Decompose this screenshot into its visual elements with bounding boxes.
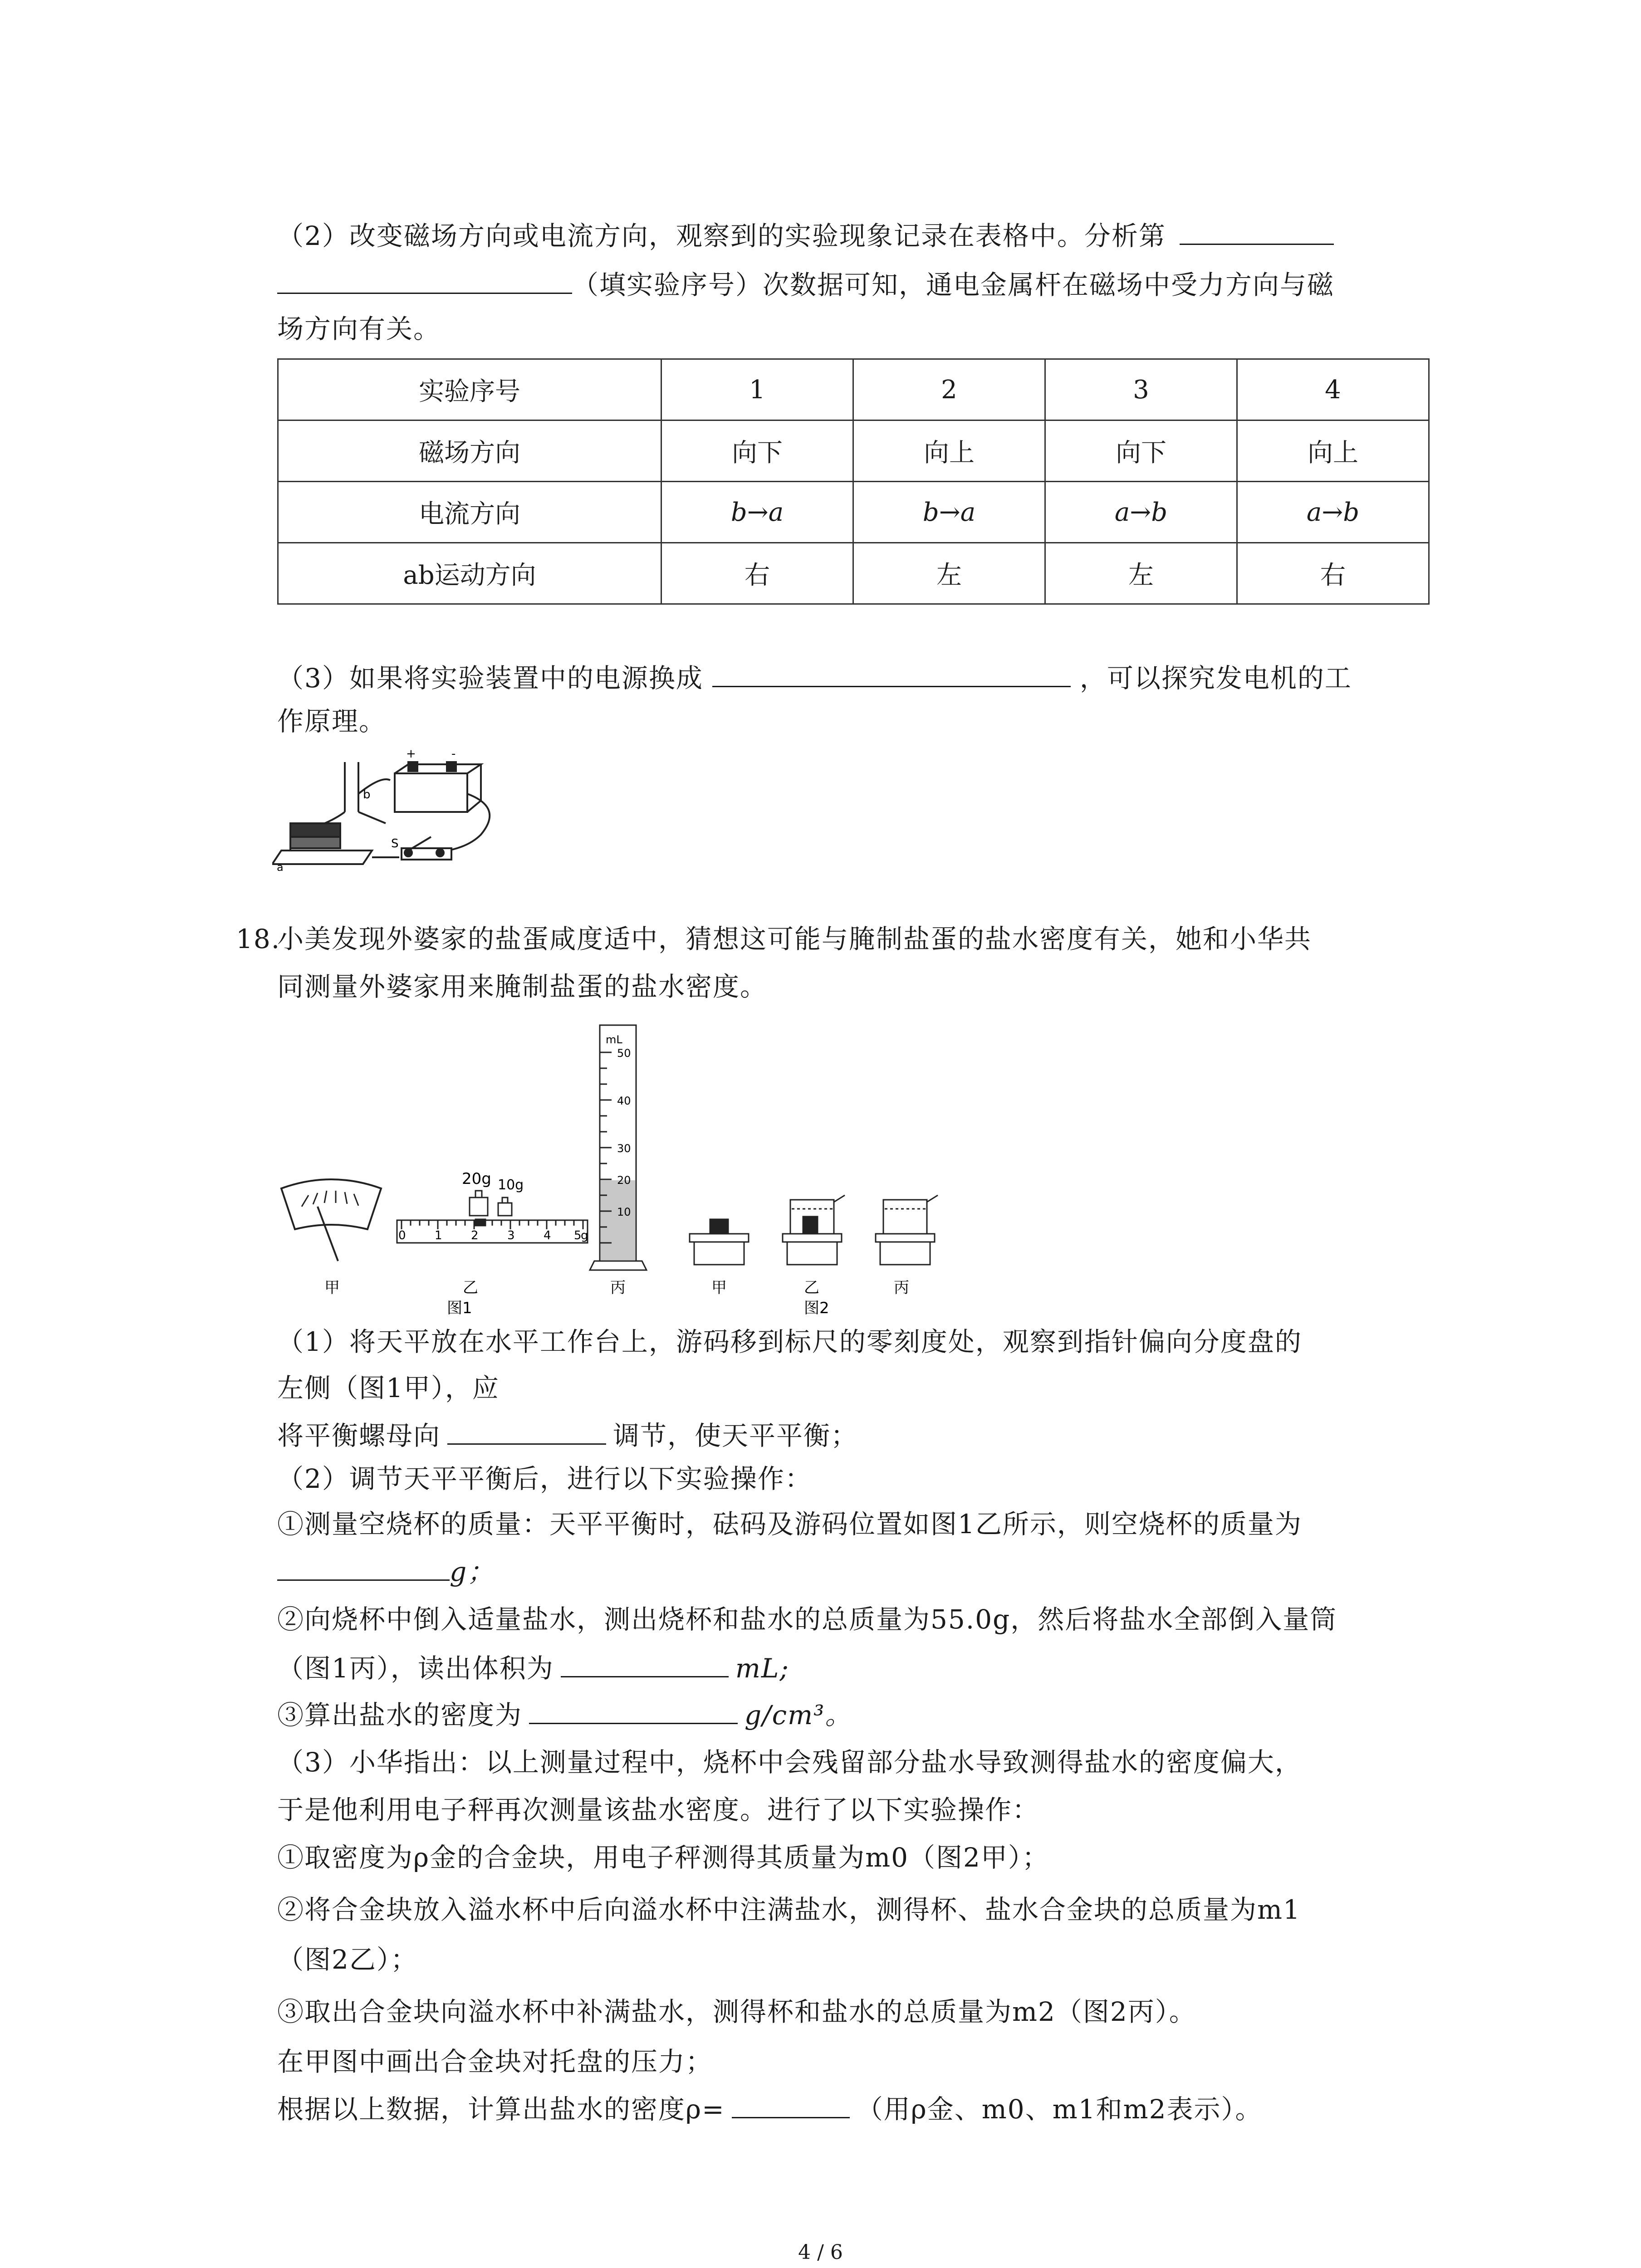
electronic-scale-yi [783, 1195, 845, 1265]
cylinder-unit-label: mL [606, 1033, 622, 1046]
q17-part2-text: （2）改变磁场方向或电流方向，观察到的实验现象记录在表格中。分析第 [277, 220, 1166, 251]
cylinder-tick-label: 50 [617, 1047, 631, 1060]
weight-20g-label: 20g [462, 1170, 491, 1188]
label-minus: - [451, 747, 456, 761]
table-cell: 磁场方向 [278, 420, 661, 482]
table-cell: 向上 [853, 420, 1045, 482]
table-cell: 右 [1237, 543, 1429, 604]
label-s: S [391, 837, 399, 850]
unit-text: mL; [735, 1653, 789, 1684]
q18-s1-line1: （1）将天平放在水平工作台上，游码移到标尺的零刻度处，观察到指针偏向分度盘的 [277, 1326, 1302, 1357]
table-cell: 右 [661, 543, 853, 604]
table-cell: 4 [1237, 359, 1429, 420]
table-cell: b→a [661, 482, 853, 543]
fig2-label-jia: 甲 [711, 1279, 727, 1297]
table-cell: 2 [853, 359, 1045, 420]
ruler-unit-label: g [581, 1229, 588, 1242]
unit-text: g/cm³。 [745, 1700, 852, 1730]
q17-part2-line3: 场方向有关。 [277, 313, 441, 344]
q18-number: 18. [236, 924, 281, 954]
fig2-label-yi: 乙 [804, 1279, 819, 1297]
table-cell: 1 [661, 359, 853, 420]
answer-blank[interactable] [561, 1648, 729, 1677]
label-b: b [363, 788, 371, 802]
cylinder-tick-label: 40 [617, 1095, 631, 1107]
q17-part3-line2: 作原理。 [277, 706, 387, 737]
fig2-label-bing: 丙 [894, 1279, 909, 1297]
q18-intro-line1: 小美发现外婆家的盐蛋咸度适中，猜想这可能与腌制盐蛋的盐水密度有关，她和小华共 [277, 924, 1312, 954]
q18-s3-5 [277, 2089, 1263, 2127]
fig1-label-jia: 甲 [324, 1279, 340, 1297]
ruler-tick-label: 2 [471, 1229, 479, 1242]
q17-part2-line1 [277, 215, 1334, 254]
ruler-tick-label: 5 [574, 1229, 582, 1242]
q18-s1-line3 [277, 1415, 858, 1454]
ruler-with-weights [397, 1191, 588, 1243]
q18-s3-3: ③取出合金块向溢水杯中补满盐水，测得杯和盐水的总质量为m2（图2丙）。 [277, 1996, 1196, 2027]
answer-blank[interactable] [732, 2089, 850, 2118]
q18-s2-text: ③算出盐水的密度为 [277, 1700, 523, 1730]
q18-s3-2: ②将合金块放入溢水杯中后向溢水杯中注满盐水，测得杯、盐水合金块的总质量为m1 [277, 1894, 1301, 1925]
unit-text: g； [450, 1556, 495, 1587]
q18-s1-line2: 左侧（图1甲），应 [277, 1373, 500, 1403]
answer-blank[interactable] [712, 658, 1071, 687]
figure-labels [324, 1279, 909, 1317]
q18-s3-text: 根据以上数据，计算出盐水的密度ρ= [277, 2094, 725, 2125]
fig1-caption: 图1 [447, 1299, 472, 1317]
q18-s2-1b [277, 1551, 495, 1590]
q18-s1-text: 将平衡螺母向 [277, 1420, 441, 1451]
table-header-row [278, 359, 1429, 420]
q17-part3-text: （3）如果将实验装置中的电源换成 [277, 663, 703, 694]
fig1-label-bing: 丙 [610, 1279, 626, 1297]
answer-blank[interactable] [277, 1551, 450, 1581]
fig1-label-yi: 乙 [463, 1279, 478, 1297]
density-experiment-figure [272, 1016, 998, 1343]
q17-part2-line2 [277, 264, 1334, 303]
q18-s2-1: ①测量空烧杯的质量：天平平衡时，砝码及游码位置如图1乙所示，则空烧杯的质量为 [277, 1509, 1302, 1540]
table-cell: 左 [1045, 543, 1237, 604]
balance-dial [281, 1179, 381, 1261]
motor-apparatus-figure [272, 744, 526, 871]
table-cell: 左 [853, 543, 1045, 604]
table-cell: ab运动方向 [278, 543, 661, 604]
label-a: a [277, 861, 284, 871]
cylinder-tick-label: 20 [617, 1174, 631, 1187]
page-number: 4 / 6 [798, 2241, 843, 2264]
fig2-caption: 图2 [804, 1299, 829, 1317]
answer-blank[interactable] [447, 1415, 606, 1445]
q18-s1-text: 调节，使天平平衡； [613, 1420, 858, 1451]
q18-s3-1: ①取密度为ρ金的合金块，用电子秤测得其质量为m0（图2甲）； [277, 1842, 1049, 1873]
table-cell: b→a [853, 482, 1045, 543]
ruler-tick-label: 0 [398, 1229, 406, 1242]
answer-blank[interactable] [277, 264, 572, 294]
q18-s2-title: （2）调节天平平衡后，进行以下实验操作： [277, 1463, 812, 1494]
answer-blank[interactable] [529, 1695, 738, 1724]
q18-s2-3 [277, 1695, 852, 1733]
q18-intro-line2: 同测量外婆家用来腌制盐蛋的盐水密度。 [277, 971, 768, 1002]
q18-s2-text: （图1丙），读出体积为 [277, 1653, 554, 1684]
ruler-tick-label: 3 [507, 1229, 515, 1242]
table-cell: 向下 [661, 420, 853, 482]
table-row [278, 420, 1429, 482]
cylinder-tick-label: 30 [617, 1142, 631, 1155]
answer-blank[interactable] [1180, 215, 1334, 245]
table-cell: 3 [1045, 359, 1237, 420]
table-cell: a→b [1237, 482, 1429, 543]
experiment-table [277, 358, 1430, 605]
q17-part3-text: ，可以探究发电机的工 [1079, 663, 1352, 694]
table-cell: 向上 [1237, 420, 1429, 482]
table-cell: 向下 [1045, 420, 1237, 482]
electronic-scale-bing [876, 1195, 938, 1265]
q18-s2-2: ②向烧杯中倒入适量盐水，测出烧杯和盐水的总质量为55.0g，然后将盐水全部倒入量筒 [277, 1604, 1337, 1635]
weight-10g-label: 10g [498, 1177, 524, 1193]
label-plus: + [406, 747, 416, 761]
table-cell: 实验序号 [278, 359, 661, 420]
q18-s2-2b [277, 1648, 789, 1686]
ruler-tick-label: 4 [544, 1229, 551, 1242]
table-row [278, 482, 1429, 543]
ruler-tick-label: 1 [435, 1229, 442, 1242]
q17-part2-text: （填实验序号）次数据可知，通电金属杆在磁场中受力方向与磁 [572, 269, 1335, 300]
table-cell: a→b [1045, 482, 1237, 543]
q18-s3-text: （用ρ金、m0、m1和m2表示）。 [856, 2094, 1263, 2125]
q18-s3-4: 在甲图中画出合金块对托盘的压力； [277, 2046, 713, 2077]
q18-s3-line2: 于是他利用电子秤再次测量该盐水密度。进行了以下实验操作： [277, 1794, 1040, 1825]
electronic-scale-jia [690, 1219, 749, 1265]
q17-part3-line1 [277, 658, 1352, 696]
q18-s3-line1: （3）小华指出：以上测量过程中，烧杯中会残留部分盐水导致测得盐水的密度偏大， [277, 1747, 1302, 1778]
table-row [278, 543, 1429, 604]
table-cell: 电流方向 [278, 482, 661, 543]
cylinder-tick-label: 10 [617, 1206, 631, 1218]
q18-s3-2b: （图2乙）； [277, 1944, 418, 1975]
